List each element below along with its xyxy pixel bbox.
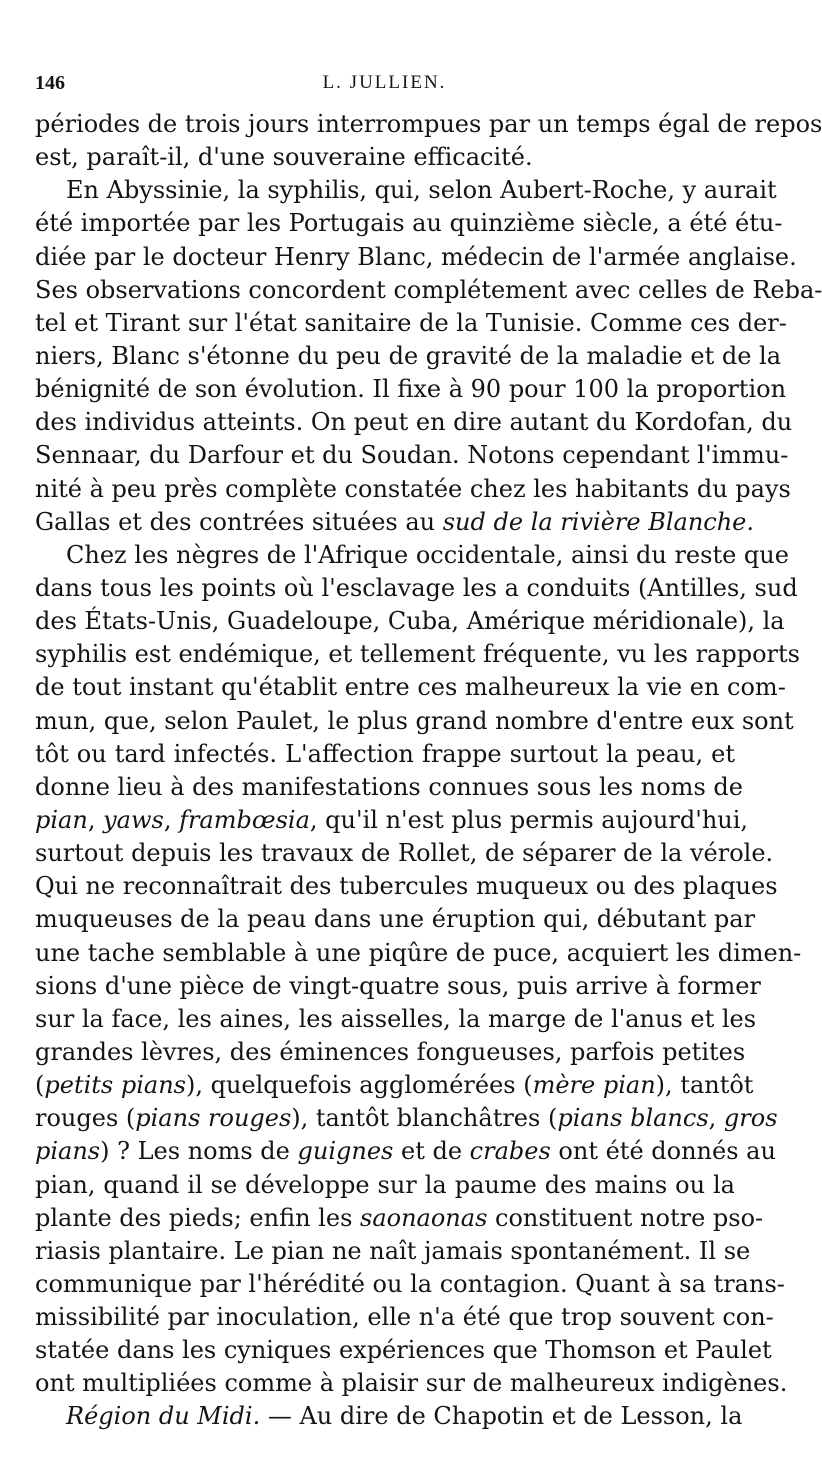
text-line: muqueuses de la peau dans une éruption qui, débutant par <box>35 905 756 934</box>
text-line: niers, Blanc s'étonne du peu de gravité de la maladie et de la <box>35 341 782 370</box>
text-line: En Abyssinie, la syphilis, qui, selon Aubert-Roche, y aurait <box>66 176 777 205</box>
text-line: syphilis est endémique, et tellement fréquente, vu les rapports <box>35 640 800 669</box>
text-line: ont multipliées comme à plaisir sur de malheureux indigènes. <box>35 1369 788 1398</box>
text-line: sur la face, les aines, les aisselles, la marge de l'anus et les <box>35 1004 757 1033</box>
text-line: diée par le docteur Henry Blanc, médecin de l'armée anglaise. <box>35 242 797 271</box>
text-line: périodes de trois jours interrompues par un temps égal de repos <box>35 110 822 138</box>
text-line: rouges (pians rouges), tantôt blanchâtres (pians blancs, gros <box>35 1104 778 1133</box>
text-line: dans tous les points où l'esclavage les a conduits (Antilles, sud <box>35 573 798 602</box>
text-line: des États-Unis, Guadeloupe, Cuba, Amérique méridionale), la <box>35 607 785 636</box>
text-line: une tache semblable à une piqûre de puce, acquiert les dimen- <box>35 938 802 967</box>
text-line: bénignité de son évolution. Il fixe à 90 pour 100 la proportion <box>35 375 787 404</box>
text-line: tôt ou tard infectés. L'affection frappe surtout la peau, et <box>35 739 735 768</box>
text-line: des individus atteints. On peut en dire autant du Kordofan, du <box>35 408 793 437</box>
text-line: Région du Midi. — Au dire de Chapotin et de Lesson, la <box>66 1402 743 1431</box>
text-line: riasis plantaire. Le pian ne naît jamais spontanément. Il se <box>35 1236 751 1265</box>
text-line: sions d'une pièce de vingt-quatre sous, puis arrive à former <box>35 971 761 1000</box>
text-line: été importée par les Portugais au quinzième siècle, a été étu- <box>35 209 783 238</box>
text-line: Qui ne reconnaîtrait des tubercules muqueux ou des plaques <box>35 872 778 901</box>
text-line: tel et Tirant sur l'état sanitaire de la Tunisie. Comme ces der- <box>35 308 787 337</box>
page-number: 146 <box>35 72 65 94</box>
body-text <box>35 108 822 1434</box>
running-head: L. JULLIEN. <box>322 72 447 93</box>
text-line: Sennaar, du Darfour et du Soudan. Notons cependant l'immu- <box>35 441 789 470</box>
text-line: pians) ? Les noms de guignes et de crabes ont été donnés au <box>35 1137 776 1166</box>
text-line: Gallas et des contrées situées au sud de la rivière Blanche. <box>35 507 755 536</box>
text-line: donne lieu à des manifestations connues sous les noms de <box>35 772 743 801</box>
text-line: pian, yaws, frambœsia, qu'il n'est plus permis aujourd'hui, <box>35 805 749 834</box>
text-line: est, paraît-il, d'une souveraine efficacité. <box>35 143 533 172</box>
text-line: surtout depuis les travaux de Rollet, de séparer de la vérole. <box>35 839 774 868</box>
text-line: pian, quand il se développe sur la paume des mains ou la <box>35 1170 735 1199</box>
page-header <box>35 72 734 102</box>
text-line: communique par l'hérédité ou la contagion. Quant à sa trans- <box>35 1269 785 1298</box>
text-line: statée dans les cyniques expériences que Thomson et Paulet <box>35 1336 772 1365</box>
text-line: Chez les nègres de l'Afrique occidentale, ainsi du reste que <box>66 540 789 569</box>
text-line: missibilité par inoculation, elle n'a été que trop souvent con- <box>35 1303 774 1332</box>
text-line: (petits pians), quelquefois agglomérées (mère pian), tantôt <box>35 1071 754 1100</box>
text-line: grandes lèvres, des éminences fongueuses, parfois petites <box>35 1037 746 1066</box>
text-line: plante des pieds; enfin les saonaonas constituent notre pso- <box>35 1203 764 1232</box>
text-line: de tout instant qu'établit entre ces malheureux la vie en com- <box>35 673 786 702</box>
text-line: nité à peu près complète constatée chez les habitants du pays <box>35 474 791 503</box>
text-line: mun, que, selon Paulet, le plus grand nombre d'entre eux sont <box>35 706 794 735</box>
text-line: Ses observations concordent complétement avec celles de Reba- <box>35 275 822 304</box>
